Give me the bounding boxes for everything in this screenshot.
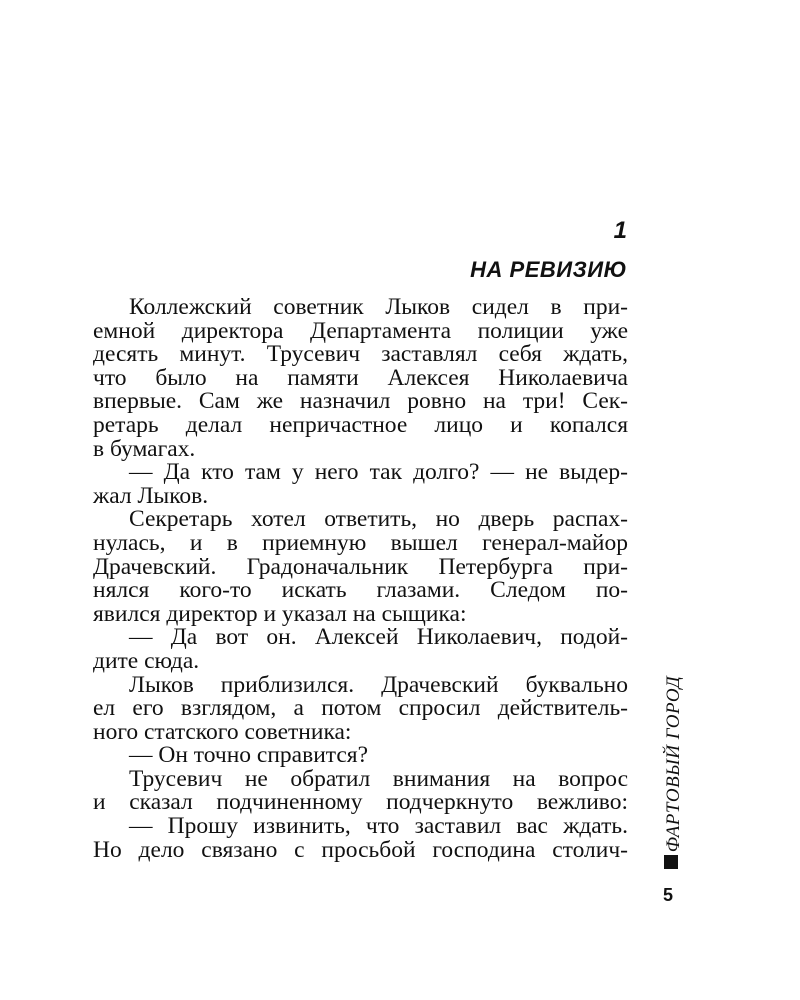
text-line: десять минут. Трусевич заставлял себя ждать, — [93, 341, 628, 368]
chapter-title: НА РЕВИЗИЮ — [470, 257, 627, 282]
text-line: Трусевич не обратил внимания на вопрос — [129, 765, 628, 792]
chapter-number: 1 — [613, 217, 627, 244]
text-line: что было на памяти Алексея Николаевича — [93, 364, 628, 391]
text-line: нялся кого-то искать глазами. Следом по- — [93, 577, 628, 604]
text-line: явился директор и указал на сыщика: — [93, 600, 467, 627]
book-title: ФАРТОВЫЙ ГОРОД — [663, 675, 684, 853]
text-line: — Он точно справится? — [129, 742, 369, 769]
text-line: ел его взглядом, а потом спросил действитель- — [93, 695, 628, 722]
text-line: и сказал подчиненному подчеркнуто вежливо: — [93, 789, 628, 816]
chapter-body-text — [93, 296, 628, 862]
text-line: — Прошу извинить, что заставил вас ждать. — [129, 813, 628, 840]
text-line: в бумагах. — [93, 435, 196, 462]
text-line: — Да кто там у него так долго? — не выдер- — [129, 459, 628, 486]
text-line: нулась, и в приемную вышел генерал-майор — [93, 529, 628, 556]
text-line: жал Лыков. — [93, 482, 209, 509]
text-line: Коллежский советник Лыков сидел в при- — [129, 294, 628, 320]
decorative-square-marker — [664, 855, 678, 869]
text-line: Секретарь хотел ответить, но дверь распах- — [129, 506, 628, 533]
text-line: дите сюда. — [93, 647, 200, 674]
text-line: ного статского советника: — [93, 718, 352, 745]
text-line: ретарь делал непричастное лицо и копался — [93, 411, 628, 438]
text-line: емной директора Департамента полиции уже — [93, 317, 628, 344]
text-line: Лыков приблизился. Драчевский буквально — [129, 671, 628, 698]
text-line: Драчевский. Градоначальник Петербурга при- — [93, 553, 628, 580]
text-line: впервые. Сам же назначил ровно на три! Сек- — [93, 388, 628, 415]
text-line: — Да вот он. Алексей Николаевич, подой- — [129, 624, 628, 651]
page-number: 5 — [663, 885, 674, 905]
running-title — [660, 675, 688, 853]
text-line: Но дело связано с просьбой господина столич- — [93, 836, 628, 863]
